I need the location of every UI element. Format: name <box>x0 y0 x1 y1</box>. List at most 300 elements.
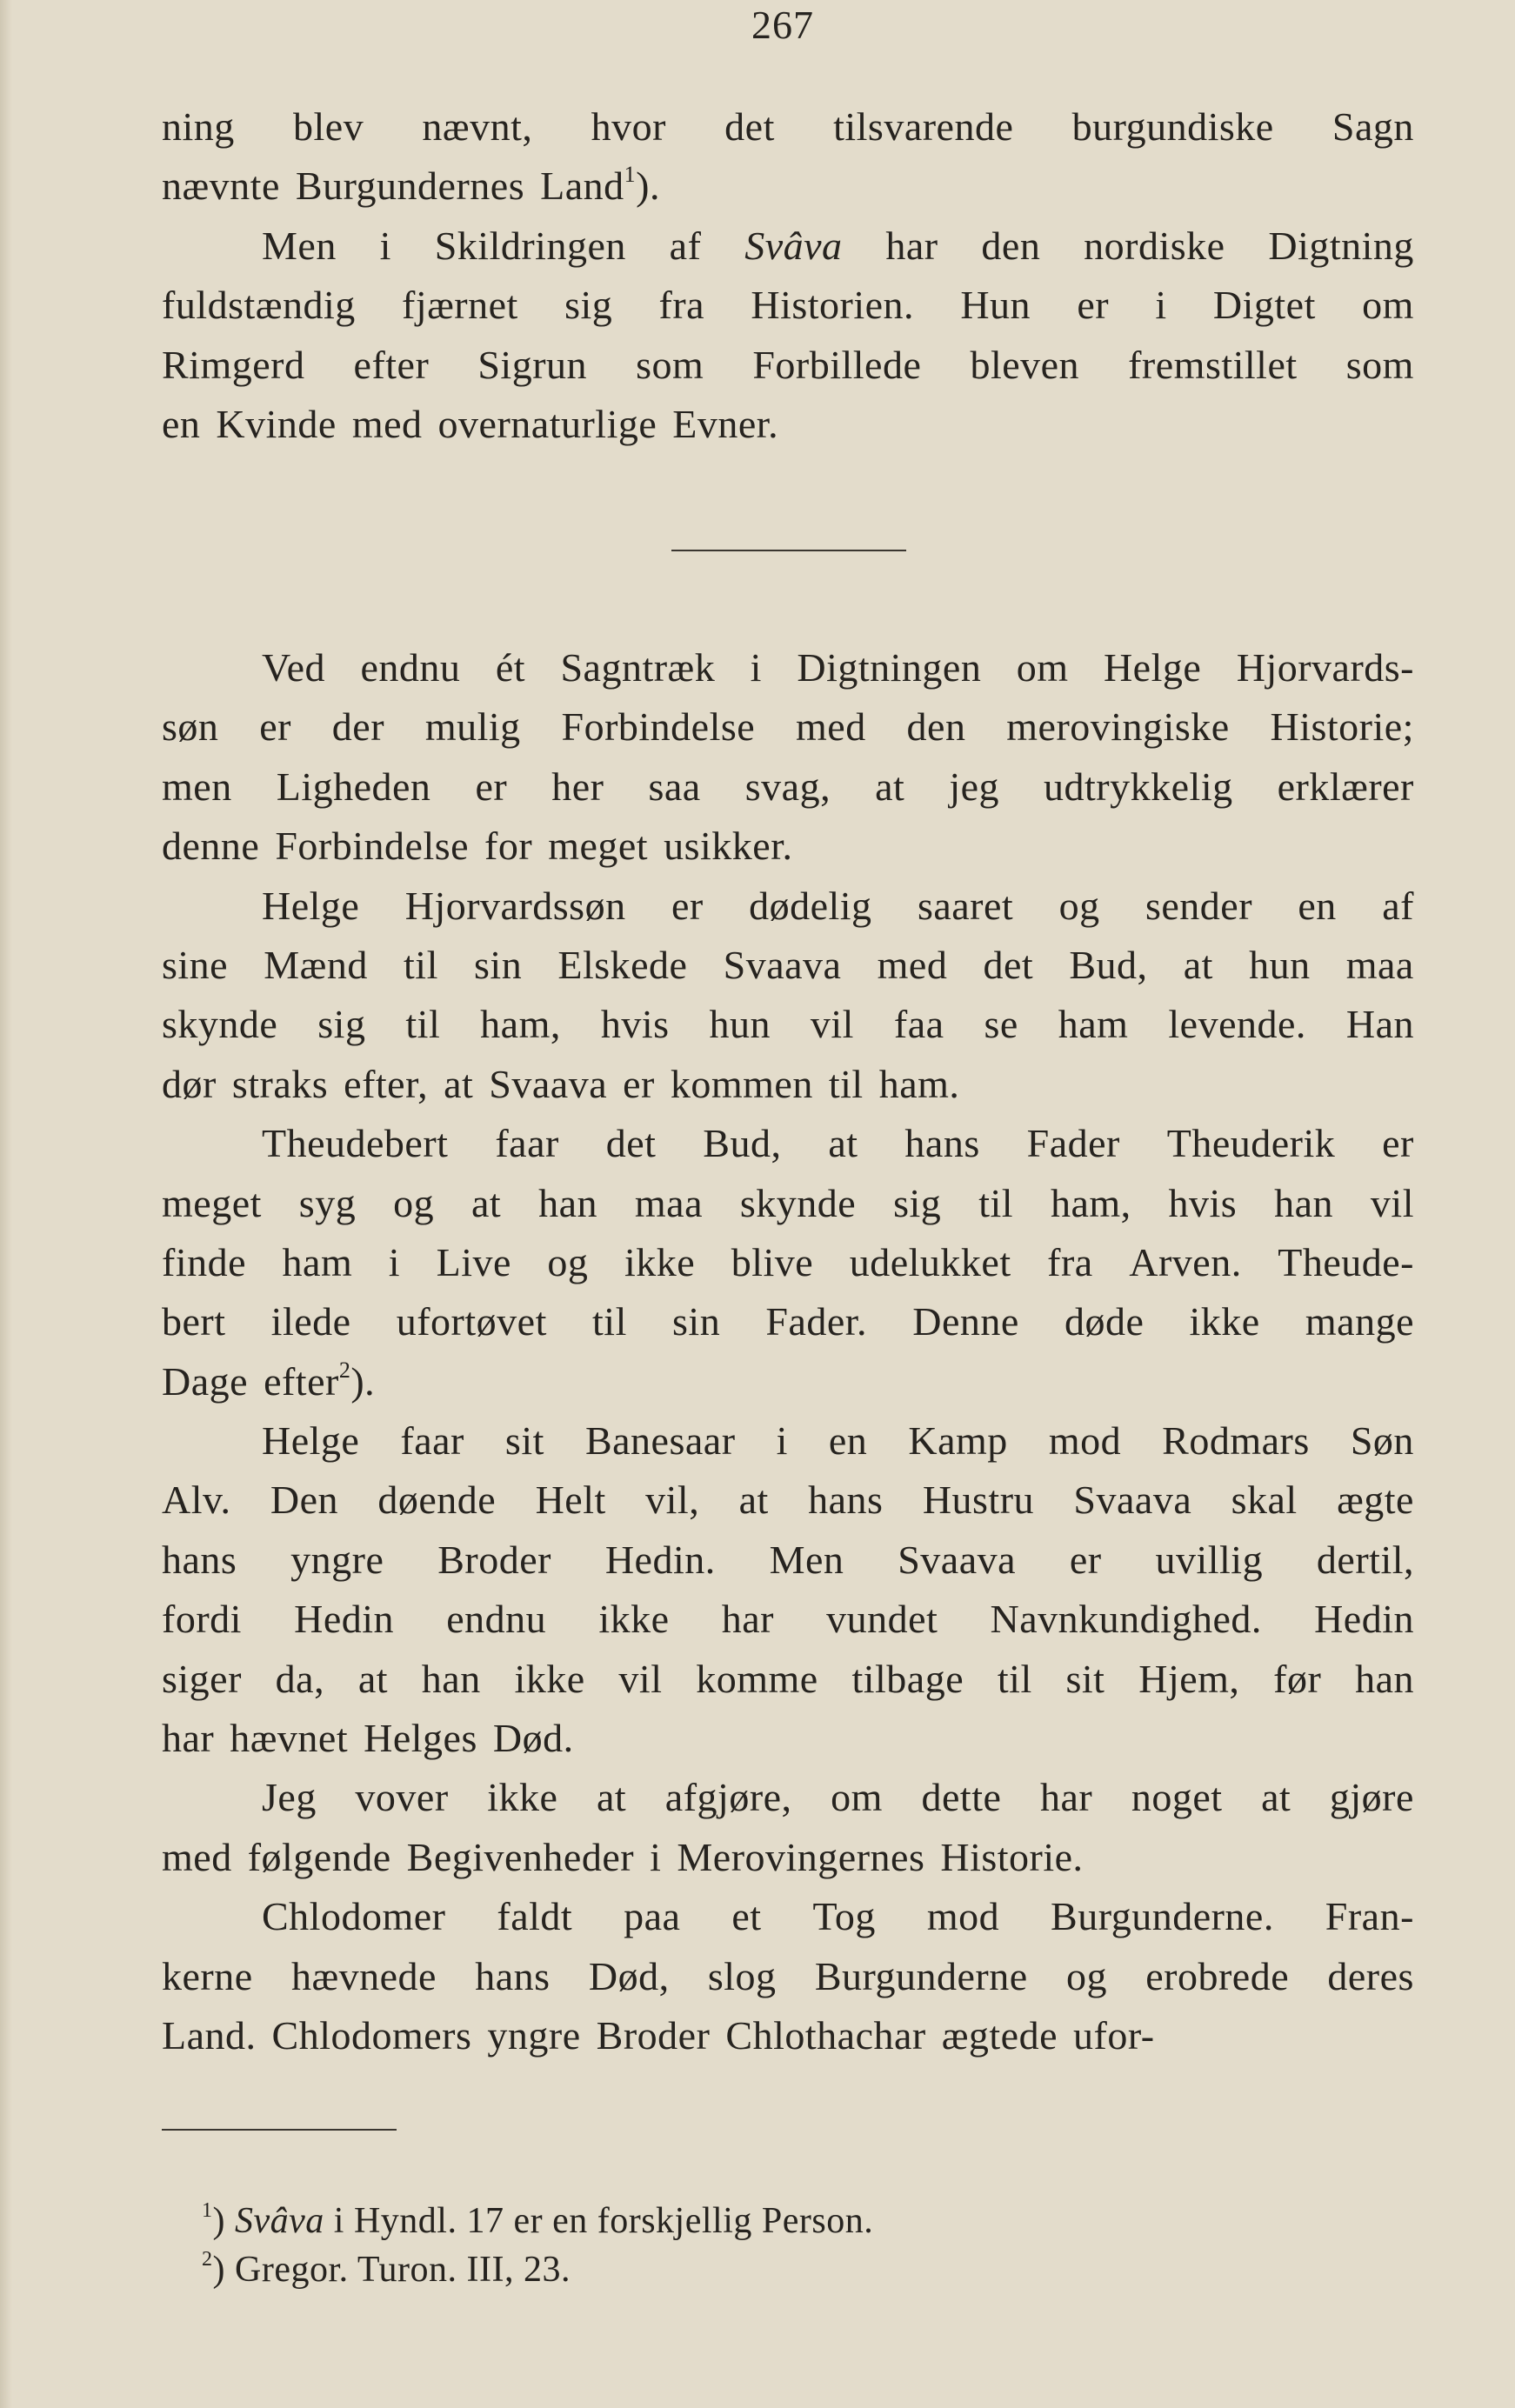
word: skynde <box>739 1180 857 1225</box>
text-line <box>162 638 1414 697</box>
word: gjøre <box>1329 1775 1414 1820</box>
word: af <box>1382 883 1414 928</box>
word: ning <box>162 104 235 149</box>
word: i <box>388 1239 401 1284</box>
word: faldt <box>497 1894 573 1939</box>
word: Forbindelse <box>561 704 756 750</box>
word: meget <box>162 1180 262 1225</box>
word: Digtningen <box>797 645 982 690</box>
word: Ligheden <box>276 764 431 809</box>
paragraph-block-1 <box>162 97 1414 454</box>
word: kommen <box>670 1061 813 1106</box>
word: Hjorvards- <box>1236 645 1414 690</box>
text-line <box>162 1947 1414 2006</box>
footnote-text: Gregor. Turon. III, 23. <box>235 2250 571 2290</box>
word: og <box>1058 883 1100 928</box>
text-line <box>162 1828 1414 1887</box>
word: med <box>796 704 866 750</box>
word: ikke <box>1189 1299 1260 1344</box>
word: Land. <box>162 2012 257 2058</box>
word: han <box>1274 1180 1334 1225</box>
word: Theude- <box>1278 1239 1414 1284</box>
word: ægte <box>1337 1477 1414 1523</box>
text-line <box>162 697 1414 757</box>
text-line <box>162 1590 1414 1649</box>
word: tilsvarende <box>833 104 1014 149</box>
text-line <box>162 395 1414 454</box>
word: men <box>162 764 232 809</box>
text-line <box>162 217 1414 276</box>
footnote-2: $^2$) Gregor. Turon. III, 23. <box>202 2248 571 2290</box>
text-line <box>162 2006 1414 2065</box>
word: hans <box>475 1953 551 1998</box>
word: efter$^2$). <box>264 1357 376 1404</box>
word: Helge <box>262 883 360 928</box>
word: ikke <box>487 1775 558 1820</box>
word: Men <box>769 1537 844 1582</box>
word: denne <box>162 824 260 869</box>
text-line <box>162 1292 1414 1351</box>
word: fremstillet <box>1128 342 1298 387</box>
word: en <box>828 1418 868 1464</box>
word: Rodmars <box>1162 1418 1310 1464</box>
word: den <box>906 704 966 750</box>
word: i <box>750 645 762 690</box>
word: Theuderik <box>1166 1121 1336 1166</box>
text-line <box>162 995 1414 1054</box>
word: Hedin <box>294 1597 395 1642</box>
text-line <box>162 336 1414 395</box>
word: maa <box>634 1180 704 1225</box>
word: Burgunderne <box>814 1953 1028 1998</box>
word: der <box>331 704 385 750</box>
word: blev <box>293 104 364 149</box>
word: følgende <box>247 1834 391 1879</box>
word: Kvinde <box>216 401 337 446</box>
word: Navnkundighed. <box>990 1597 1262 1642</box>
word: skynde <box>162 1002 278 1047</box>
word: er <box>1382 1121 1414 1166</box>
word: Død. <box>492 1716 574 1761</box>
word: er <box>259 704 291 750</box>
word: Helge <box>262 1418 360 1464</box>
text-line <box>162 1174 1414 1233</box>
text-line <box>162 817 1414 876</box>
word: dertil, <box>1316 1537 1414 1582</box>
word: ham, <box>480 1002 561 1047</box>
word: det <box>724 104 775 149</box>
word: levende. <box>1168 1002 1306 1047</box>
word: Tog <box>812 1894 876 1939</box>
word: til <box>828 1061 864 1106</box>
word: Denne <box>912 1299 1019 1344</box>
word: hans <box>808 1477 884 1523</box>
word: tilbage <box>851 1656 964 1701</box>
word: faar <box>495 1121 559 1166</box>
word: mange <box>1305 1299 1414 1344</box>
word: hun <box>1249 942 1311 987</box>
word: Svaava <box>1073 1477 1192 1523</box>
word: jeg <box>949 764 1000 809</box>
word: Hedin <box>1314 1597 1414 1642</box>
page-edge <box>0 0 12 2408</box>
word: han <box>1355 1656 1414 1701</box>
word: Bud, <box>1069 942 1148 987</box>
text-line <box>162 276 1414 335</box>
footnote-marker: 2 <box>202 2248 213 2271</box>
word: ham, <box>1050 1180 1131 1225</box>
word: sine <box>162 942 229 987</box>
word: vil <box>618 1656 663 1701</box>
word: kerne <box>162 1953 253 1998</box>
word: og <box>1065 1953 1107 1998</box>
word: syg <box>298 1180 357 1225</box>
word: til <box>592 1299 627 1344</box>
word: fra <box>1047 1239 1093 1284</box>
word: Broder <box>596 2012 711 2058</box>
word: vil <box>810 1002 854 1047</box>
word: faa <box>893 1002 944 1047</box>
word: døende <box>377 1477 497 1523</box>
text-line <box>162 1233 1414 1292</box>
word: ægtede <box>941 2012 1058 2058</box>
paragraph-block-2 <box>162 638 1414 2065</box>
word: ikke <box>514 1656 585 1701</box>
word: ham. <box>878 1061 960 1106</box>
word: Sagn <box>1331 104 1414 149</box>
word: Helges <box>364 1716 477 1761</box>
word: at <box>738 1477 769 1523</box>
word: for <box>484 824 533 869</box>
word: Hedin. <box>604 1537 716 1582</box>
word: med <box>877 942 948 987</box>
word: Dage <box>162 1358 249 1404</box>
word: ikke <box>624 1239 696 1284</box>
word: Svaava <box>898 1537 1017 1582</box>
word: deres <box>1327 1953 1414 1998</box>
word: Historie; <box>1270 704 1414 750</box>
text-line <box>162 877 1414 936</box>
word: her <box>551 764 604 809</box>
word: bleven <box>970 342 1080 387</box>
word: vil, <box>645 1477 700 1523</box>
word: erklærer <box>1277 764 1414 809</box>
word: Svâva <box>744 223 843 268</box>
word: Hjorvardssøn <box>404 883 626 928</box>
word: merovingiske <box>1006 704 1230 750</box>
word: er <box>475 764 508 809</box>
word: fra <box>658 283 705 328</box>
word: ufor- <box>1073 2012 1155 2058</box>
word: hævnet <box>230 1716 349 1761</box>
word: Svaava <box>723 942 842 987</box>
word: med <box>162 1834 232 1879</box>
text-line <box>162 1709 1414 1768</box>
word: Alv. <box>162 1477 231 1523</box>
word: er <box>1077 283 1110 328</box>
word: Den <box>270 1477 339 1523</box>
word: faar <box>400 1418 464 1464</box>
word: Fader. <box>765 1299 868 1344</box>
word: Død, <box>588 1953 670 1998</box>
word: i <box>379 223 391 268</box>
word: sig <box>317 1002 366 1047</box>
text-line <box>162 1055 1414 1114</box>
word: Sigrun <box>477 342 588 387</box>
word: endnu <box>360 645 461 690</box>
word: at <box>597 1775 627 1820</box>
word: et <box>731 1894 762 1939</box>
word: fjærnet <box>402 283 518 328</box>
word: slog <box>707 1953 777 1998</box>
footnote-marker: 1 <box>202 2199 213 2222</box>
word: en <box>162 401 201 446</box>
word: efter, <box>344 1061 429 1106</box>
word: Burgunderne. <box>1051 1894 1274 1939</box>
word: ikke <box>598 1597 670 1642</box>
word: se <box>984 1002 1018 1047</box>
word: sender <box>1145 883 1253 928</box>
word: at <box>357 1656 389 1701</box>
word: straks <box>231 1061 329 1106</box>
word: har <box>885 223 938 268</box>
word: sit <box>504 1418 544 1464</box>
text-line <box>162 1650 1414 1709</box>
word: Land$^1$). <box>540 162 660 209</box>
word: mod <box>1048 1418 1122 1464</box>
word: han <box>421 1656 481 1701</box>
section-divider <box>671 550 906 551</box>
word: yngre <box>487 2012 581 2058</box>
word: at <box>1183 942 1213 987</box>
word: yngre <box>290 1537 384 1582</box>
word: Digtet <box>1212 283 1316 328</box>
word: Fran- <box>1325 1894 1414 1939</box>
word: til <box>405 1002 441 1047</box>
word: i <box>650 1834 662 1879</box>
word: Sagntræk <box>560 645 716 690</box>
word: nordiske <box>1084 223 1225 268</box>
word: sig <box>564 283 613 328</box>
word: Begivenheder <box>406 1834 635 1879</box>
word: usikker. <box>664 824 793 869</box>
word: Broder <box>437 1537 551 1582</box>
word: Helge <box>1103 645 1202 690</box>
word: i <box>776 1418 788 1464</box>
word: til <box>978 1180 1014 1225</box>
word: mod <box>926 1894 1000 1939</box>
word: at <box>828 1121 858 1166</box>
word: og <box>393 1180 435 1225</box>
word: sin <box>672 1299 721 1344</box>
text-line <box>162 1887 1414 1946</box>
word: om <box>1362 283 1414 328</box>
word: sin <box>474 942 523 987</box>
word: dødelig <box>749 883 872 928</box>
word: hævnede <box>290 1953 437 1998</box>
word: er <box>1069 1537 1102 1582</box>
word: Svaava <box>489 1061 608 1106</box>
text-line <box>162 757 1414 817</box>
text-line <box>162 1768 1414 1827</box>
text-line <box>162 1352 1414 1411</box>
footnote-divider <box>162 2129 397 2131</box>
word: finde <box>162 1239 247 1284</box>
word: som <box>1345 342 1414 387</box>
word: maa <box>1345 942 1414 987</box>
word: nævnte <box>162 163 280 209</box>
word: Hustru <box>922 1477 1035 1523</box>
word: Fader <box>1026 1121 1120 1166</box>
word: ét <box>495 645 526 690</box>
text-line <box>162 1114 1414 1173</box>
word: afgjøre, <box>664 1775 792 1820</box>
word: uvillig <box>1155 1537 1264 1582</box>
word: Chlodomers <box>271 2012 472 2058</box>
footnote-text: i Hyndl. 17 er en forskjellig Person. <box>333 2201 874 2241</box>
word: komme <box>696 1656 818 1701</box>
word: Men <box>262 223 337 268</box>
word: noget <box>1131 1775 1223 1820</box>
word: og <box>547 1239 589 1284</box>
text-line <box>162 97 1414 157</box>
word: Søn <box>1350 1418 1414 1464</box>
word: mulig <box>424 704 521 750</box>
word: saa <box>648 764 701 809</box>
word: dette <box>921 1775 1002 1820</box>
word: Historien. <box>751 283 915 328</box>
word: i <box>1155 283 1167 328</box>
word: døde <box>1064 1299 1145 1344</box>
word: har <box>162 1716 215 1761</box>
word: vil <box>1370 1180 1414 1225</box>
word: er <box>671 883 704 928</box>
footnotes <box>202 2197 873 2294</box>
word: Skildringen <box>434 223 626 268</box>
word: Theudebert <box>262 1121 449 1166</box>
word: da, <box>275 1656 325 1701</box>
word: som <box>636 342 704 387</box>
word: fordi <box>162 1597 242 1642</box>
word: Rimgerd <box>162 342 305 387</box>
word: det <box>605 1121 657 1166</box>
word: hans <box>162 1537 237 1582</box>
word: Banesaar <box>584 1418 736 1464</box>
word: Chlothachar <box>725 2012 926 2058</box>
text-line <box>162 1411 1414 1471</box>
word: Forbindelse <box>275 824 470 869</box>
word: Live <box>436 1239 511 1284</box>
word: det <box>983 942 1034 987</box>
word: siger <box>162 1656 242 1701</box>
word: en <box>1298 883 1337 928</box>
text-line <box>162 1471 1414 1530</box>
word: bert <box>162 1299 226 1344</box>
word: Historie. <box>940 1834 1084 1879</box>
word: at <box>1261 1775 1291 1820</box>
word: svag, <box>744 764 831 809</box>
word: vover <box>355 1775 449 1820</box>
word: overnaturlige <box>437 401 657 446</box>
word: af <box>669 223 702 268</box>
word: Jeg <box>262 1775 317 1820</box>
word: hans <box>904 1121 980 1166</box>
word: har <box>1039 1775 1093 1820</box>
word: hvis <box>1168 1180 1238 1225</box>
word: til <box>404 942 438 987</box>
word: erobrede <box>1145 1953 1290 1998</box>
word: at <box>444 1061 474 1106</box>
word: dør <box>162 1061 217 1106</box>
word: Evner. <box>672 401 779 446</box>
word: Han <box>1345 1002 1414 1047</box>
word: Chlodomer <box>262 1894 446 1939</box>
footnote-title: Svâva <box>235 2201 324 2241</box>
word: hun <box>709 1002 771 1047</box>
word: med <box>351 401 423 446</box>
word: Burgundernes <box>295 163 525 209</box>
word: burgundiske <box>1071 104 1274 149</box>
word: ham <box>1058 1002 1129 1047</box>
text-line <box>162 936 1414 995</box>
word: Mænd <box>264 942 368 987</box>
word: Kamp <box>908 1418 1008 1464</box>
word: den <box>981 223 1041 268</box>
word: Elskede <box>557 942 688 987</box>
word: søn <box>162 704 219 750</box>
word: er <box>623 1061 655 1106</box>
word: om <box>831 1775 883 1820</box>
word: har <box>721 1597 774 1642</box>
word: nævnt, <box>422 104 533 149</box>
word: Hun <box>960 283 1031 328</box>
word: meget <box>548 824 649 869</box>
text-line <box>162 157 1414 216</box>
word: udtrykkelig <box>1044 764 1233 809</box>
word: han <box>538 1180 597 1225</box>
word: efter <box>353 342 430 387</box>
word: fuldstændig <box>162 283 356 328</box>
word: ham <box>282 1239 353 1284</box>
word: blive <box>731 1239 814 1284</box>
word: om <box>1016 645 1069 690</box>
word: udelukket <box>849 1239 1011 1284</box>
word: sit <box>1065 1656 1105 1701</box>
word: hvor <box>591 104 666 149</box>
word: at <box>471 1180 502 1225</box>
text-line <box>162 1531 1414 1590</box>
word: saaret <box>917 883 1014 928</box>
word: til <box>997 1656 1032 1701</box>
word: Forbillede <box>752 342 922 387</box>
word: Arven. <box>1129 1239 1242 1284</box>
word: skal <box>1231 1477 1298 1523</box>
word: Bud, <box>703 1121 782 1166</box>
word: vundet <box>826 1597 938 1642</box>
word: hvis <box>600 1002 670 1047</box>
word: Helt <box>535 1477 606 1523</box>
footnote-1: $^1$) Svâva i Hyndl. 17 er en forskjellig Person. <box>202 2199 874 2241</box>
word: endnu <box>446 1597 547 1642</box>
word: Ved <box>262 645 326 690</box>
word: paa <box>624 1894 681 1939</box>
word: Digtning <box>1268 223 1414 268</box>
word: sig <box>893 1180 942 1225</box>
word: før <box>1273 1656 1322 1701</box>
word: ufortøvet <box>396 1299 547 1344</box>
page-number: 267 <box>751 3 814 47</box>
word: at <box>875 764 905 809</box>
